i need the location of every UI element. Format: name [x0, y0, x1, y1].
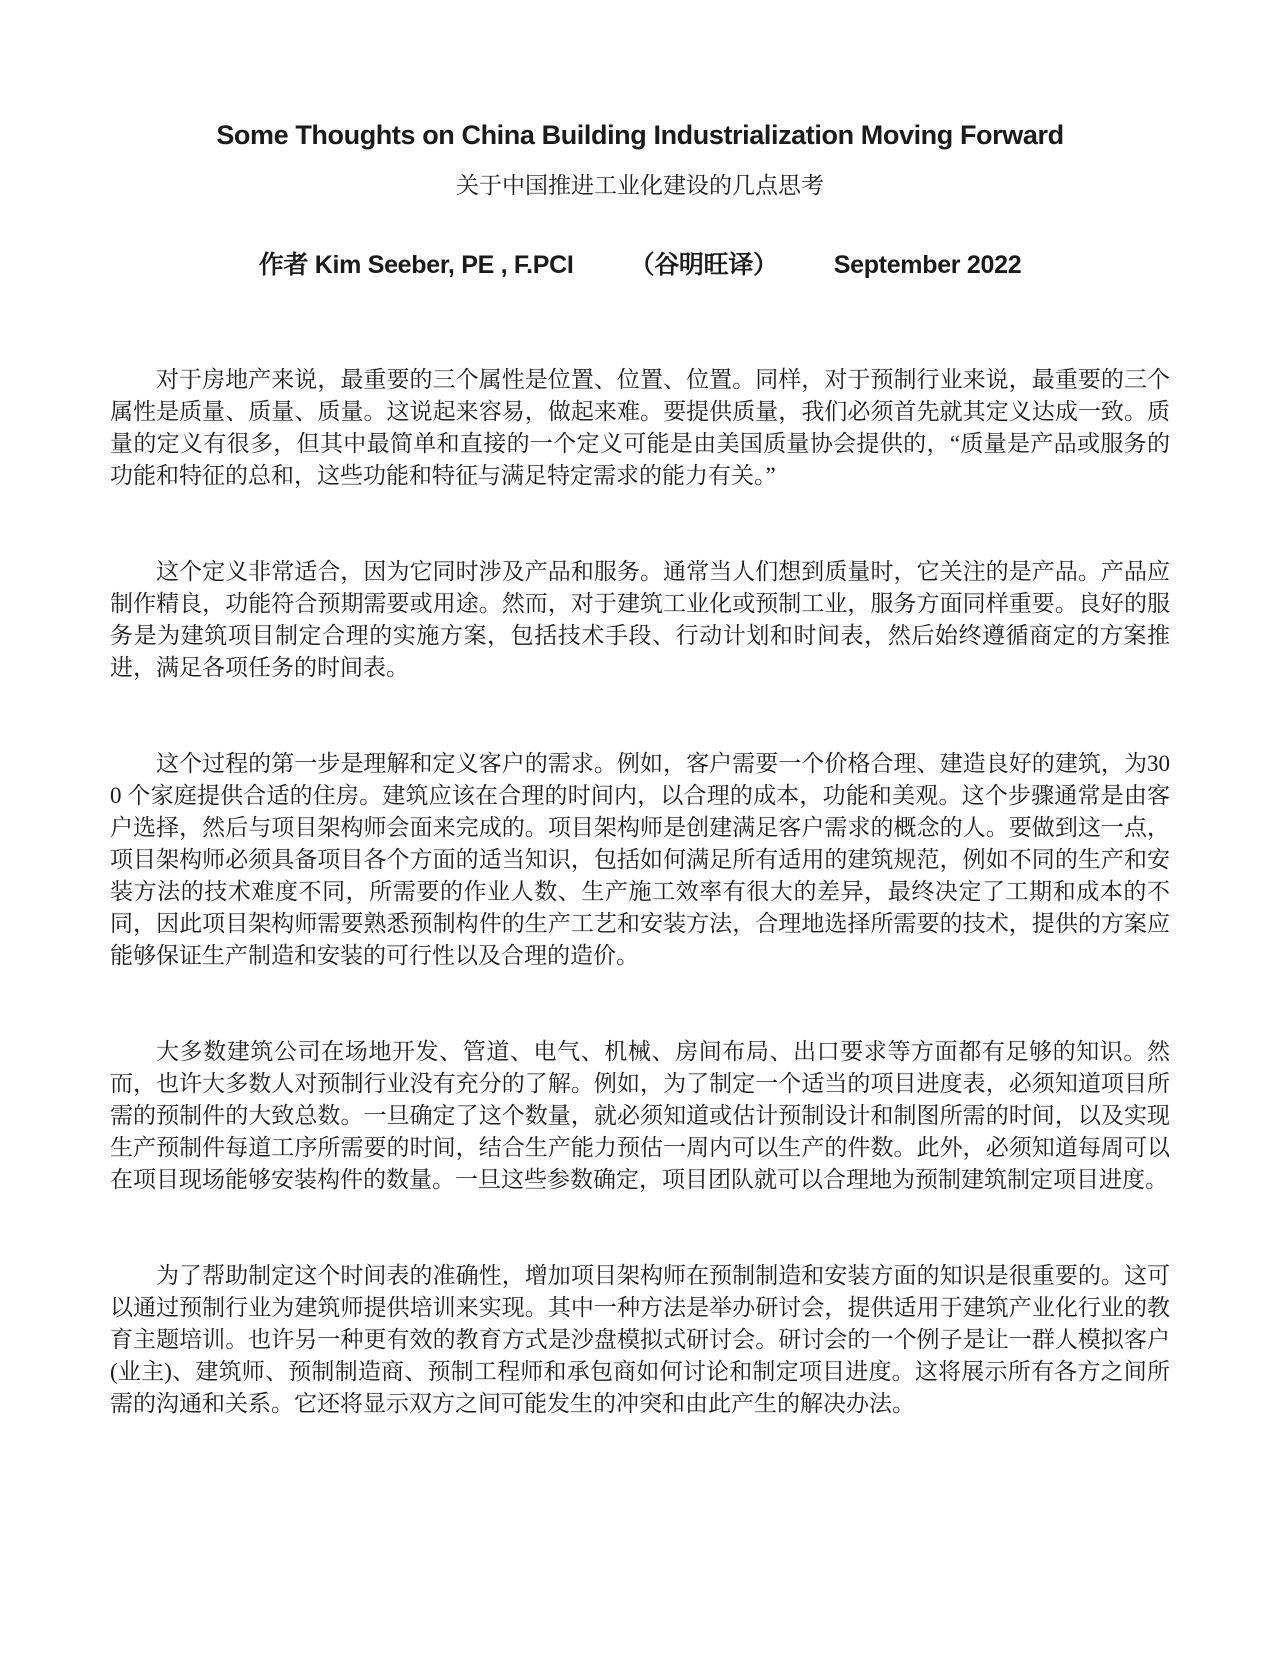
author-name: 作者 Kim Seeber, PE , F.PCI	[258, 251, 574, 279]
paragraph-product-and-service: 这个定义非常适合，因为它同时涉及产品和服务。通常当人们想到质量时，它关注的是产品。产品应制作精良，功能符合预期需要或用途。然而，对于建筑工业化或预制工业，服务方面同样重要。良好的服务是为建筑项目制定合理的实施方案，包括技术手段、行动计划和时间表，然后始终遵循商定的方案推进，满足各项任务的时间表。	[110, 559, 1170, 680]
document-subtitle-zh: 关于中国推进工业化建设的几点思考	[456, 173, 824, 198]
paragraph-builder-knowledge: 大多数建筑公司在场地开发、管道、电气、机械、房间布局、出口要求等方面都有足够的知识。然而，也许大多数人对预制行业没有充分的了解。例如，为了制定一个适当的项目进度表，必须知道项目所需的预制件的大致总数。一旦确定了这个数量，就必须知道或估计预制设计和制图所需的时间，以及实现生产预制件每道工序所需要的时间，结合生产能力预估一周内可以生产的件数。此外，必须知道每周可以在项目现场能够安装构件的数量。一旦这些参数确定，项目团队就可以合理地为预制建筑制定项目进度。	[110, 1039, 1170, 1192]
translator-credit: （谷明旺译）	[629, 251, 778, 279]
document-body	[110, 364, 1170, 1420]
document-title: Some Thoughts on China Building Industrialization Moving Forward	[216, 120, 1064, 150]
paragraph-training-workshops: 为了帮助制定这个时间表的准确性，增加项目架构师在预制制造和安装方面的知识是很重要的。这可以通过预制行业为建筑师提供培训来实现。其中一种方法是举办研讨会，提供适用于建筑产业化行业的教育主题培训。也许另一种更有效的教育方式是沙盘模拟式研讨会。研讨会的一个例子是让一群人模拟客户(业主)、建筑师、预制制造商、预制工程师和承包商如何讨论和制定项目进度。这将展示所有各方之间所需的沟通和关系。它还将显示双方之间可能发生的冲突和由此产生的解决办法。	[110, 1263, 1170, 1416]
paragraph-quality-definition: 对于房地产来说，最重要的三个属性是位置、位置、位置。同样，对于预制行业来说，最重要的三个属性是质量、质量、质量。这说起来容易，做起来难。要提供质量，我们必须首先就其定义达成一致。质量的定义有很多，但其中最简单和直接的一个定义可能是由美国质量协会提供的，“质量是产品或服务的功能和特征的总和，这些功能和特征与满足特定需求的能力有关。”	[110, 367, 1170, 488]
paragraph-customer-needs: 这个过程的第一步是理解和定义客户的需求。例如，客户需要一个价格合理、建造良好的建筑，为300 个家庭提供合适的住房。建筑应该在合理的时间内，以合理的成本，功能和美观。这个步骤通常是由客户选择，然后与项目架构师会面来完成的。项目架构师是创建满足客户需求的概念的人。要做到这一点，项目架构师必须具备项目各个方面的适当知识，包括如何满足所有适用的建筑规范，例如不同的生产和安装方法的技术难度不同，所需要的作业人数、生产施工效率有很大的差异，最终决定了工期和成本的不同，因此项目架构师需要熟悉预制构件的生产工艺和安装方法，合理地选择所需要的技术，提供的方案应能够保证生产制造和安装的可行性以及合理的造价。	[110, 751, 1170, 968]
author-line	[110, 248, 1170, 282]
publication-date: September 2022	[833, 251, 1022, 279]
